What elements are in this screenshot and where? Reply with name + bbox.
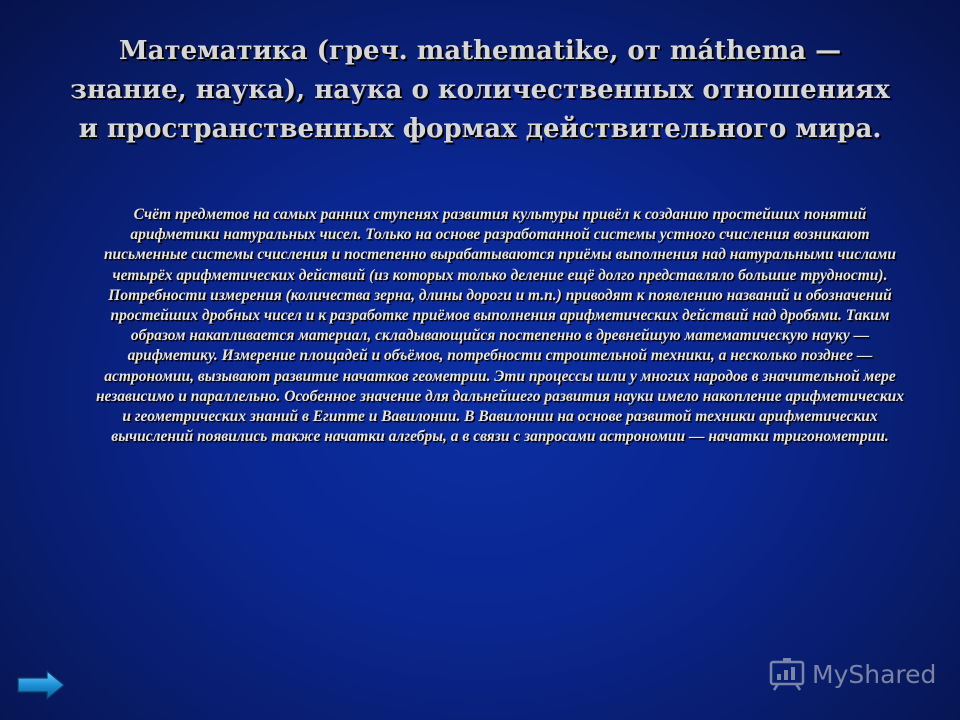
- watermark-text: MyShared: [812, 659, 937, 689]
- slide-body-text: Счёт предметов на самых ранних ступенях развития культуры привёл к созданию простейших понятий арифметики натуральных чисел. Только на основе разработанной системы устного счисления возникают письменные системы счисления и постепенно вырабатываются приёмы выполнения над натуральными числами четырёх арифметических действий (из которых только деление ещё долго представляло большие трудности). Потребности измерения (количества зерна, длины дороги и т.п.) приводят к появлению названий и обозначений простейших дробных чисел и к разработке приёмов выполнения арифметических действий над дробями. Таким образом накапливается материал, складывающийся постепенно в древнейшую математическую науку — арифметику. Измерение площадей и объёмов, потребности строительной техники, а несколько позднее — астрономии, вызывают развитие начатков геометрии. Эти процессы шли у многих народов в значительной мере независимо и параллельно. Особенное значение для дальнейшего развития науки имело накопление арифметических и геометрических знаний в Египте и Вавилонии. В Вавилонии на основе развитой техники арифметических вычислений появились также начатки алгебры, а в связи с запросами астрономии — начатки тригонометрии.: [95, 206, 905, 446]
- next-slide-button[interactable]: [17, 670, 65, 700]
- slide-title: Математика (греч. mathematike, от máthema — знание, наука), наука о количественных отношениях и пространственных формах действительного мира.: [70, 36, 890, 144]
- arrow-right-icon: [17, 670, 65, 700]
- presentation-board-icon: [768, 657, 806, 691]
- watermark: [768, 657, 936, 691]
